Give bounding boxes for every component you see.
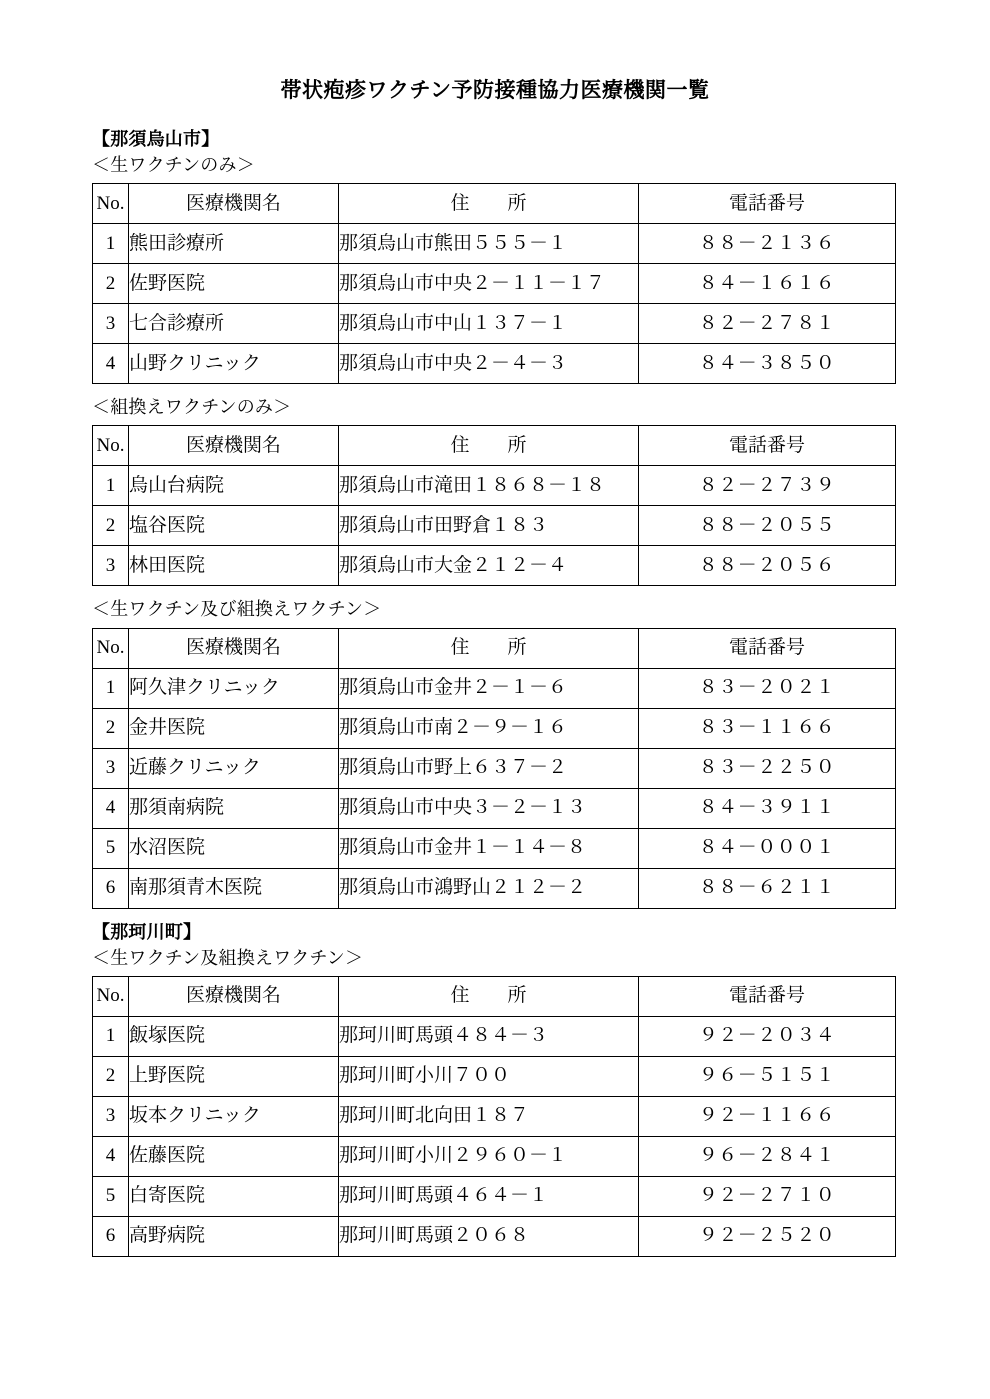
cell-telephone: ９６－２８４１	[639, 1136, 896, 1176]
table-row	[93, 1056, 896, 1096]
column-header-no: No.	[93, 976, 129, 1016]
document-body	[92, 126, 895, 1257]
column-header-name: 医療機関名	[129, 976, 339, 1016]
column-header-tel: 電話番号	[639, 184, 896, 224]
cell-address: 那須烏山市野上６３７－２	[339, 748, 639, 788]
table-row	[93, 506, 896, 546]
cell-telephone: ８４－１６１６	[639, 264, 896, 304]
cell-address: 那須烏山市田野倉１８３	[339, 506, 639, 546]
cell-address: 那須烏山市金井２－１－６	[339, 668, 639, 708]
table-row	[93, 1096, 896, 1136]
table-row	[93, 1136, 896, 1176]
cell-telephone: ９２－２７１０	[639, 1176, 896, 1216]
cell-no: 1	[93, 1016, 129, 1056]
vaccine-section	[92, 126, 895, 384]
cell-address: 那須烏山市中央３－２－１３	[339, 788, 639, 828]
facility-table	[92, 425, 896, 586]
cell-address: 那須烏山市鴻野山２１２－２	[339, 868, 639, 908]
column-header-no: No.	[93, 426, 129, 466]
table-row	[93, 264, 896, 304]
cell-telephone: ８３－２２５０	[639, 748, 896, 788]
cell-telephone: ９２－２０３４	[639, 1016, 896, 1056]
cell-no: 1	[93, 224, 129, 264]
city-heading: 【那珂川町】	[92, 921, 202, 942]
cell-address: 那須烏山市中山１３７－１	[339, 304, 639, 344]
page-title: 帯状疱疹ワクチン予防接種協力医療機関一覧	[280, 78, 710, 102]
cell-facility-name: 坂本クリニック	[129, 1096, 339, 1136]
cell-facility-name: 佐藤医院	[129, 1136, 339, 1176]
column-header-name: 医療機関名	[129, 628, 339, 668]
cell-no: 2	[93, 1056, 129, 1096]
table-row	[93, 828, 896, 868]
cell-telephone: ９６－５１５１	[639, 1056, 896, 1096]
cell-address: 那須烏山市熊田５５５－１	[339, 224, 639, 264]
cell-telephone: ８２－２７３９	[639, 466, 896, 506]
column-header-address: 住 所	[339, 184, 639, 224]
cell-telephone: ９２－２５２０	[639, 1216, 896, 1256]
column-header-tel: 電話番号	[639, 628, 896, 668]
table-row	[93, 1176, 896, 1216]
table-row	[93, 668, 896, 708]
table-row	[93, 708, 896, 748]
table-header-row	[93, 976, 896, 1016]
cell-telephone: ８８－２０５５	[639, 506, 896, 546]
cell-address: 那珂川町北向田１８７	[339, 1096, 639, 1136]
column-header-tel: 電話番号	[639, 426, 896, 466]
sections-container	[92, 126, 895, 1257]
cell-telephone: ８８－２０５６	[639, 546, 896, 586]
column-header-no: No.	[93, 628, 129, 668]
cell-facility-name: 高野病院	[129, 1216, 339, 1256]
cell-address: 那珂川町小川７００	[339, 1056, 639, 1096]
cell-address: 那須烏山市金井１－１４－８	[339, 828, 639, 868]
vaccine-section	[92, 596, 895, 908]
table-row	[93, 1016, 896, 1056]
cell-telephone: ９２－１１６６	[639, 1096, 896, 1136]
column-header-address: 住 所	[339, 628, 639, 668]
cell-facility-name: 水沼医院	[129, 828, 339, 868]
cell-facility-name: 山野クリニック	[129, 344, 339, 384]
table-header-row	[93, 426, 896, 466]
cell-no: 2	[93, 264, 129, 304]
table-row	[93, 344, 896, 384]
cell-address: 那須烏山市中央２－１１－１７	[339, 264, 639, 304]
column-header-address: 住 所	[339, 426, 639, 466]
cell-address: 那珂川町小川２９６０－１	[339, 1136, 639, 1176]
cell-no: 5	[93, 1176, 129, 1216]
cell-no: 2	[93, 708, 129, 748]
cell-address: 那珂川町馬頭２０６８	[339, 1216, 639, 1256]
table-row	[93, 546, 896, 586]
cell-no: 1	[93, 466, 129, 506]
facility-table	[92, 183, 896, 384]
cell-facility-name: 七合診療所	[129, 304, 339, 344]
cell-address: 那須烏山市滝田１８６８－１８	[339, 466, 639, 506]
table-row	[93, 748, 896, 788]
cell-no: 1	[93, 668, 129, 708]
cell-facility-name: 那須南病院	[129, 788, 339, 828]
cell-telephone: ８３－１１６６	[639, 708, 896, 748]
cell-facility-name: 飯塚医院	[129, 1016, 339, 1056]
cell-address: 那須烏山市南２－９－１６	[339, 708, 639, 748]
cell-facility-name: 烏山台病院	[129, 466, 339, 506]
vaccine-type-heading: ＜組換えワクチンのみ＞	[92, 397, 292, 418]
cell-no: 4	[93, 788, 129, 828]
cell-telephone: ８４－０００１	[639, 828, 896, 868]
cell-no: 5	[93, 828, 129, 868]
cell-telephone: ８８－２１３６	[639, 224, 896, 264]
table-row	[93, 304, 896, 344]
cell-facility-name: 南那須青木医院	[129, 868, 339, 908]
cell-facility-name: 金井医院	[129, 708, 339, 748]
cell-telephone: ８４－３８５０	[639, 344, 896, 384]
cell-address: 那須烏山市大金２１２－４	[339, 546, 639, 586]
cell-facility-name: 阿久津クリニック	[129, 668, 339, 708]
cell-telephone: ８４－３９１１	[639, 788, 896, 828]
vaccine-type-heading: ＜生ワクチンのみ＞	[92, 155, 255, 176]
cell-facility-name: 熊田診療所	[129, 224, 339, 264]
cell-facility-name: 林田医院	[129, 546, 339, 586]
cell-telephone: ８８－６２１１	[639, 868, 896, 908]
cell-address: 那須烏山市中央２－４－３	[339, 344, 639, 384]
table-row	[93, 1216, 896, 1256]
cell-no: 3	[93, 546, 129, 586]
cell-facility-name: 白寄医院	[129, 1176, 339, 1216]
cell-telephone: ８２－２７８１	[639, 304, 896, 344]
vaccine-type-heading: ＜生ワクチン及組換えワクチン＞	[92, 947, 364, 968]
cell-address: 那珂川町馬頭４６４－１	[339, 1176, 639, 1216]
city-heading: 【那須烏山市】	[92, 129, 220, 150]
vaccine-type-heading: ＜生ワクチン及び組換えワクチン＞	[92, 599, 382, 620]
cell-telephone: ８３－２０２１	[639, 668, 896, 708]
table-row	[93, 868, 896, 908]
table-header-row	[93, 184, 896, 224]
cell-no: 3	[93, 1096, 129, 1136]
column-header-name: 医療機関名	[129, 184, 339, 224]
facility-table	[92, 976, 896, 1257]
column-header-address: 住 所	[339, 976, 639, 1016]
table-row	[93, 466, 896, 506]
table-row	[93, 224, 896, 264]
vaccine-section	[92, 394, 895, 586]
cell-facility-name: 近藤クリニック	[129, 748, 339, 788]
column-header-no: No.	[93, 184, 129, 224]
table-row	[93, 788, 896, 828]
cell-facility-name: 佐野医院	[129, 264, 339, 304]
cell-no: 4	[93, 344, 129, 384]
cell-no: 2	[93, 506, 129, 546]
column-header-name: 医療機関名	[129, 426, 339, 466]
cell-no: 6	[93, 1216, 129, 1256]
cell-no: 6	[93, 868, 129, 908]
vaccine-section	[92, 919, 895, 1257]
cell-facility-name: 上野医院	[129, 1056, 339, 1096]
cell-facility-name: 塩谷医院	[129, 506, 339, 546]
table-header-row	[93, 628, 896, 668]
cell-no: 4	[93, 1136, 129, 1176]
cell-no: 3	[93, 304, 129, 344]
cell-no: 3	[93, 748, 129, 788]
cell-address: 那珂川町馬頭４８４－３	[339, 1016, 639, 1056]
column-header-tel: 電話番号	[639, 976, 896, 1016]
facility-table	[92, 628, 896, 909]
